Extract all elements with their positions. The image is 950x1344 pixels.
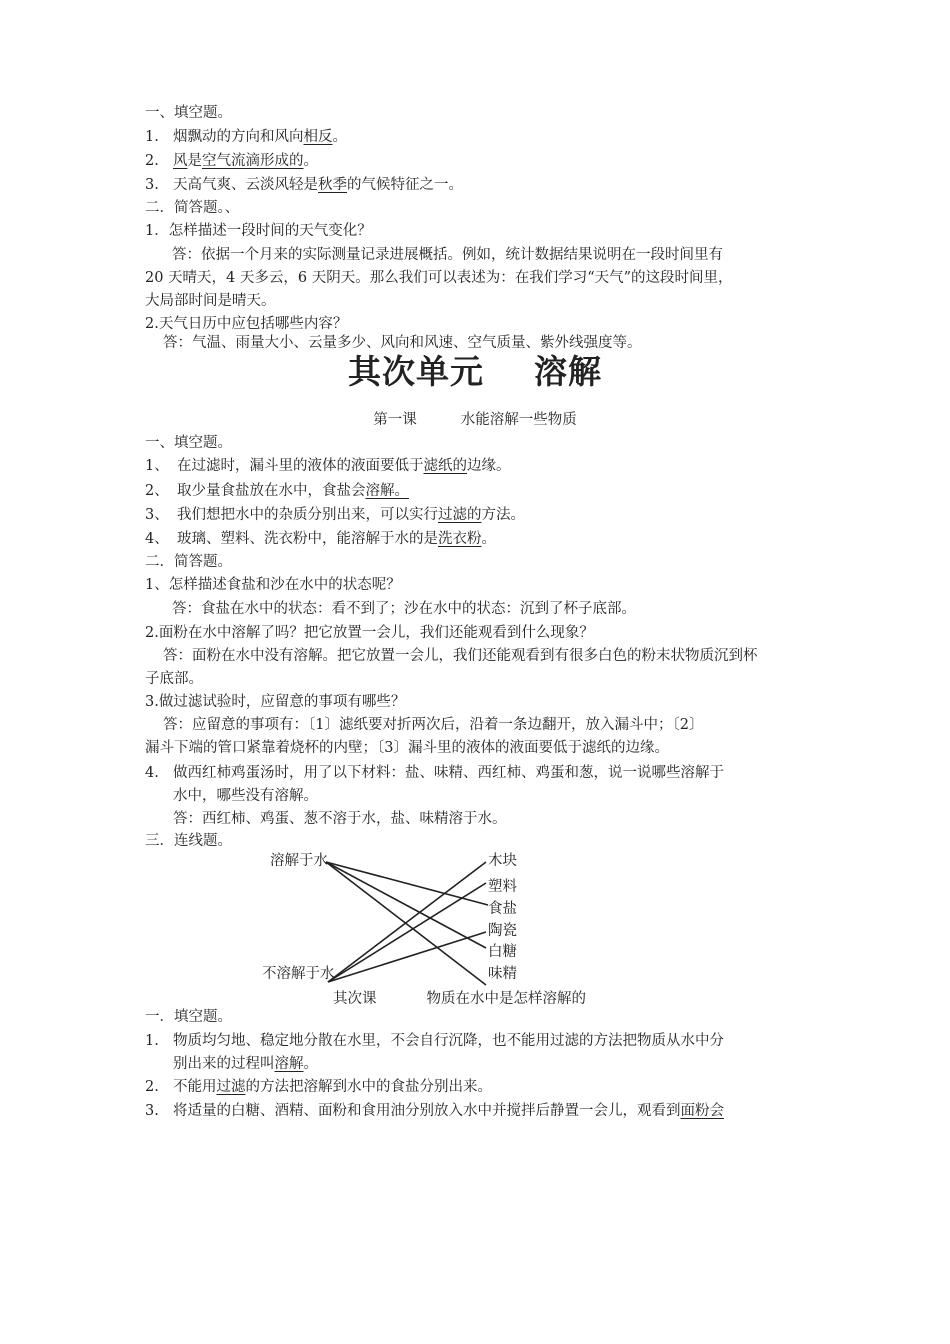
answer-text: 秋季 — [318, 177, 347, 193]
answer-1-line-2: 20 天晴天，4 天多云，6 天阴天。那么我们可以表述为：在我们学习“天气”的这段时间里， — [145, 270, 733, 286]
question-4-line-2: 水中，哪些没有溶解。 — [173, 788, 318, 804]
item-text: 取少量食盐放在水中，食盐会 — [177, 483, 366, 499]
answer-1-line-3: 大局部时间是晴天。 — [145, 293, 276, 309]
link-soluble-sugar — [326, 862, 486, 948]
item-number: 3. — [145, 177, 159, 193]
lesson-number: 其次课 — [333, 991, 377, 1007]
item-number: 4. — [145, 765, 159, 781]
item-text: 边缘。 — [467, 458, 511, 474]
item-text: 玻璃、塑料、洗衣粉中，能溶解于水的是 — [177, 531, 438, 547]
question-2: 2.面粉在水中溶解了吗？把它放置一会儿，我们还能观看到什么现象？ — [145, 625, 594, 641]
fill-item-2 — [145, 1077, 492, 1097]
item-number: 1. — [145, 129, 159, 145]
item-number: 2. — [145, 1079, 159, 1095]
item-text: 烟飘动的方向和风向 — [173, 129, 304, 145]
lesson-name: 物质在水中是怎样溶解的 — [426, 991, 586, 1007]
answer-text: 滤纸的 — [423, 458, 467, 474]
unit-title-name: 溶解 — [534, 352, 602, 391]
match-right-plastic: 塑料 — [488, 879, 517, 895]
unit-title-number: 其次单元 — [348, 352, 484, 391]
link-insoluble-ceramic — [328, 932, 486, 982]
answer-1-line-1: 答：依据一个月来的实际测量记录进展概括。例如，统计数据结果说明在一段时间里有 — [172, 247, 723, 263]
answer-text: 面粉会 — [680, 1103, 724, 1119]
item-number: 4、 — [145, 531, 169, 547]
answer-text: 过滤 — [216, 1079, 246, 1095]
item-number: 3、 — [145, 507, 169, 523]
item-number: 1. — [145, 1033, 159, 1049]
question-2: 2.天气日历中应包括哪些内容？ — [145, 316, 348, 332]
match-right-msg: 味精 — [488, 966, 517, 982]
item-text: 别出来的过程叫 — [173, 1056, 275, 1072]
item-text: 的气候特征之一。 — [347, 177, 463, 193]
item-text: 不能用 — [173, 1079, 217, 1095]
fill-item-3 — [145, 1101, 724, 1121]
short-answer-heading: 二．简答题。、 — [145, 200, 240, 216]
question-1: 1、怎样描述食盐和沙在水中的状态呢？ — [145, 577, 401, 593]
item-text: 。 — [481, 531, 496, 547]
match-left-soluble: 溶解于水 — [270, 853, 328, 869]
answer-3-line-2: 漏斗下端的管口紧靠着烧杯的内壁；〔3〕漏斗里的液体的液面要低于滤纸的边缘。 — [145, 740, 669, 756]
answer-1: 答：食盐在水中的状态：看不到了；沙在水中的状态：沉到了杯子底部。 — [172, 601, 636, 617]
item-text: 做西红柿鸡蛋汤时，用了以下材料：盐、味精、西红柿、鸡蛋和葱，说一说哪些溶解于 — [173, 765, 724, 781]
match-right-wood: 木块 — [488, 853, 517, 869]
item-text: 。 — [303, 1056, 318, 1072]
item-text: 的方法把溶解到水中的食盐分别出来。 — [245, 1079, 492, 1095]
fill-item-1-line-2 — [173, 1054, 318, 1074]
item-text: 我们想把水中的杂质分别出来，可以实行 — [177, 507, 438, 523]
lesson-number: 第一课 — [373, 412, 417, 428]
answer-text: 风 — [173, 153, 188, 169]
fill-heading: 一、填空题。 — [145, 105, 232, 121]
item-text: 方法。 — [481, 507, 525, 523]
link-insoluble-wood — [328, 862, 486, 982]
item-text: 在过滤时，漏斗里的液体的液面要低于 — [177, 458, 424, 474]
matching-heading: 三．连线题。 — [145, 833, 232, 849]
item-number: 2、 — [145, 483, 169, 499]
answer-text: 溶解。 — [365, 483, 409, 499]
item-text: 将适量的白糖、酒精、面粉和食用油分别放入水中并搅拌后静置一会儿，观看到 — [173, 1103, 681, 1119]
match-left-insoluble: 不溶解于水 — [262, 966, 335, 982]
answer-2: 答：气温、雨量大小、云量多少、风向和风速、空气质量、紫外线强度等。 — [163, 335, 642, 351]
answer-text: 洗衣粉 — [438, 531, 482, 547]
short-answer-heading: 二．简答题。 — [145, 554, 232, 570]
answer-3-line-1: 答：应留意的事项有：〔1〕滤纸要对折两次后，沿着一条边翻开，放入漏斗中；〔2〕 — [163, 717, 704, 733]
lesson-2-title — [333, 989, 586, 1009]
answer-2-line-2: 子底部。 — [145, 671, 203, 687]
item-number: 1、 — [145, 458, 169, 474]
item-text: 。 — [332, 129, 347, 145]
lesson-name: 水能溶解一些物质 — [460, 412, 577, 428]
answer-text: 溶解 — [274, 1056, 304, 1072]
fill-heading: 一．填空题。 — [145, 1009, 232, 1025]
answer-text: 相反 — [303, 129, 333, 145]
item-text: 。 — [303, 153, 318, 169]
match-right-salt: 食盐 — [488, 901, 517, 917]
answer-text: 过滤的 — [438, 507, 482, 523]
match-right-sugar: 白糖 — [488, 944, 517, 960]
answer-4: 答：西红柿、鸡蛋、葱不溶于水，盐、味精溶于水。 — [173, 811, 507, 827]
question-1: 1．怎样描述一段时间的天气变化？ — [145, 223, 372, 239]
item-text: 天高气爽、云淡风轻是 — [173, 177, 318, 193]
question-3: 3.做过滤试验时，应留意的事项有哪些？ — [145, 694, 406, 710]
item-number: 3. — [145, 1103, 159, 1119]
item-number: 2. — [145, 153, 159, 169]
item-text: 物质均匀地、稳定地分散在水里，不会自行沉降，也不能用过滤的方法把物质从水中分 — [173, 1033, 724, 1049]
answer-2-line-1: 答：面粉在水中没有溶解。把它放置一会儿，我们还能观看到有很多白色的粉末状物质沉到杯 — [163, 648, 758, 664]
answer-text: 空气流滴形成的 — [202, 153, 304, 169]
item-text: 是 — [187, 153, 202, 169]
fill-heading: 一、填空题。 — [145, 435, 232, 451]
link-soluble-salt — [326, 862, 488, 905]
match-right-ceramic: 陶瓷 — [488, 923, 517, 939]
fill-item-1-line-1 — [145, 1031, 724, 1051]
